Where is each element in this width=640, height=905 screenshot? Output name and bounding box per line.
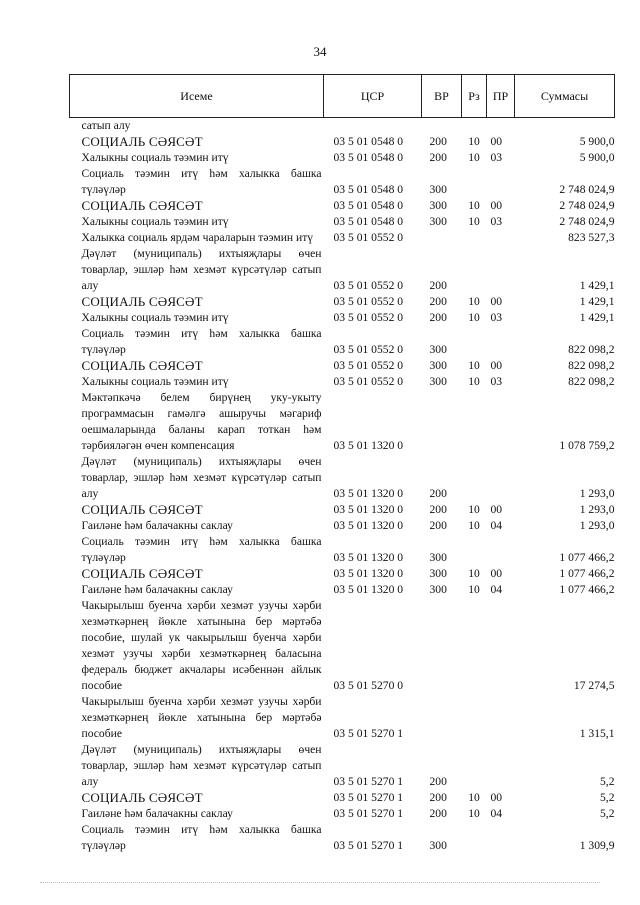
scan-noise-line (40, 882, 600, 884)
cell-name: Дәүләт (муниципаль) ихтыяҗлары өчен товарлар, эшләр һәм хезмәт күрсәтүләр сатып алу (81, 743, 322, 788)
cell-vr: 300 (429, 583, 447, 596)
cell-name: Гаиләне һәм балачакны саклау (81, 807, 233, 820)
cell-vr: 200 (429, 279, 447, 292)
table-row (70, 534, 615, 566)
cell-sum: 17 274,5 (573, 679, 615, 692)
cell-csr: 03 5 01 1320 0 (333, 487, 404, 500)
cell-name: Социаль тәэмин итү һәм халыкка башка түләүләр (81, 327, 322, 356)
cell-name: Гаиләне һәм балачакны саклау (81, 583, 233, 596)
cell-sum: 1 078 759,2 (559, 439, 615, 452)
cell-pr: 03 (490, 311, 503, 324)
cell-name: Халыкны социаль тәэмин итү (81, 311, 229, 324)
cell-vr: 200 (429, 519, 447, 532)
cell-name: Дәүләт (муниципаль) ихтыяҗлары өчен товарлар, эшләр һәм хезмәт күрсәтүләр сатып алу (81, 455, 322, 500)
cell-rz (462, 326, 487, 358)
cell-sum: 2 748 024,9 (559, 183, 615, 196)
budget-table (69, 74, 615, 854)
cell-sum: 5,2 (600, 807, 615, 820)
cell-sum: 1 293,0 (579, 503, 615, 516)
cell-name: Дәүләт (муниципаль) ихтыяҗлары өчен товарлар, эшләр һәм хезмәт күрсәтүләр сатып алу (81, 247, 322, 292)
cell-csr: 03 5 01 0552 0 (333, 359, 404, 372)
cell-rz (462, 118, 487, 135)
cell-name: СОЦИАЛЬ СӘЯСӘТ (81, 134, 203, 149)
cell-pr (487, 742, 515, 790)
cell-pr (487, 694, 515, 742)
cell-sum: 1 077 466,2 (559, 551, 615, 564)
cell-vr: 200 (429, 503, 447, 516)
cell-rz: 10 (468, 215, 480, 228)
cell-vr (422, 694, 462, 742)
cell-name: СОЦИАЛЬ СӘЯСӘТ (81, 566, 203, 581)
cell-csr: 03 5 01 0548 0 (333, 135, 404, 148)
table-row (70, 134, 615, 150)
cell-pr: 00 (490, 359, 503, 372)
cell-csr: 03 5 01 5270 1 (333, 839, 404, 852)
cell-pr: 03 (490, 375, 503, 388)
table-row (70, 502, 615, 518)
cell-vr: 200 (429, 311, 447, 324)
cell-pr (487, 246, 515, 294)
cell-sum: 1 293,0 (579, 519, 615, 532)
cell-name: Халыкка социаль ярдәм чараларын тәэмин итү (81, 231, 314, 244)
table-row (70, 166, 615, 198)
cell-pr: 04 (490, 583, 503, 596)
cell-vr: 300 (429, 199, 447, 212)
cell-vr: 300 (429, 183, 447, 196)
cell-name: СОЦИАЛЬ СӘЯСӘТ (81, 294, 203, 309)
cell-vr: 300 (429, 343, 447, 356)
table-row (70, 118, 615, 135)
table-row (70, 150, 615, 166)
cell-sum: 822 098,2 (568, 375, 615, 388)
cell-rz: 10 (468, 375, 480, 388)
cell-sum: 822 098,2 (568, 343, 615, 356)
cell-sum: 1 077 466,2 (559, 583, 615, 596)
cell-csr: 03 5 01 0552 0 (333, 231, 404, 244)
cell-vr: 300 (429, 359, 447, 372)
header-name: Исеме (70, 75, 324, 118)
cell-pr (487, 326, 515, 358)
cell-vr (422, 598, 462, 694)
cell-vr: 200 (429, 135, 447, 148)
cell-rz (462, 230, 487, 246)
cell-pr: 03 (490, 151, 503, 164)
table-row (70, 742, 615, 790)
cell-sum: 1 309,9 (579, 839, 615, 852)
cell-name: Халыкны социаль тәэмин итү (81, 151, 229, 164)
cell-pr: 00 (490, 135, 503, 148)
cell-sum (515, 118, 615, 135)
cell-pr: 00 (490, 791, 503, 804)
cell-sum: 5 900,0 (579, 135, 615, 148)
cell-vr: 200 (429, 775, 447, 788)
table-row (70, 694, 615, 742)
cell-csr: 03 5 01 1320 0 (333, 503, 404, 516)
cell-rz: 10 (468, 567, 480, 580)
cell-rz (462, 166, 487, 198)
cell-rz: 10 (468, 519, 480, 532)
cell-rz: 10 (468, 807, 480, 820)
cell-csr: 03 5 01 0552 0 (333, 295, 404, 308)
cell-name: Социаль тәэмин итү һәм халыкка башка түләүләр (81, 535, 322, 564)
cell-sum: 1 429,1 (579, 311, 615, 324)
cell-sum: 1 429,1 (579, 279, 615, 292)
cell-csr (324, 118, 422, 135)
cell-csr: 03 5 01 1320 0 (333, 551, 404, 564)
cell-name: Социаль тәэмин итү һәм халыкка башка түләүләр (81, 167, 322, 196)
table-row (70, 390, 615, 454)
cell-sum: 5,2 (600, 791, 615, 804)
cell-name: Чакырылыш буенча хәрби хезмәт узучы хәрби хезмәткәрнең йөкле хатынына бер мәртәбә пособие (81, 695, 322, 740)
cell-vr: 300 (429, 551, 447, 564)
cell-sum: 1 293,0 (579, 487, 615, 500)
cell-name: СОЦИАЛЬ СӘЯСӘТ (81, 790, 203, 805)
cell-rz: 10 (468, 135, 480, 148)
cell-rz (462, 534, 487, 566)
cell-csr: 03 5 01 1320 0 (333, 519, 404, 532)
cell-csr: 03 5 01 0552 0 (333, 343, 404, 356)
table-row (70, 806, 615, 822)
table-row (70, 310, 615, 326)
cell-rz: 10 (468, 791, 480, 804)
cell-sum: 5 900,0 (579, 151, 615, 164)
header-rz: Рз (462, 75, 487, 118)
cell-vr: 200 (429, 295, 447, 308)
header-vr: ВР (422, 75, 462, 118)
table-row (70, 454, 615, 502)
cell-name: Чакырылыш буенча хәрби хезмәт узучы хәрби хезмәткәрнең йөкле хатынына бер мәртәбә пособие, шулай ук чакырылыш буенча хәрби хезмәт узучы хәрби хезмәткәрнең баласына федераль бюджет акчалары исәбеннән айлык пособие (81, 599, 322, 692)
cell-sum: 822 098,2 (568, 359, 615, 372)
cell-pr (487, 454, 515, 502)
cell-pr: 00 (490, 199, 503, 212)
cell-rz: 10 (468, 359, 480, 372)
cell-vr: 300 (429, 375, 447, 388)
table-header-row (70, 75, 615, 118)
header-csr: ЦСР (324, 75, 422, 118)
cell-pr (487, 534, 515, 566)
cell-sum: 2 748 024,9 (559, 199, 615, 212)
cell-csr: 03 5 01 0552 0 (333, 279, 404, 292)
cell-rz: 10 (468, 295, 480, 308)
header-sum: Суммасы (515, 75, 615, 118)
cell-csr: 03 5 01 0548 0 (333, 183, 404, 196)
cell-rz (462, 454, 487, 502)
page-number: 34 (313, 44, 327, 59)
cell-csr: 03 5 01 5270 1 (333, 775, 404, 788)
cell-sum: 1 429,1 (579, 295, 615, 308)
cell-pr (487, 822, 515, 854)
table-row (70, 214, 615, 230)
cell-vr (422, 230, 462, 246)
cell-csr: 03 5 01 5270 1 (333, 727, 404, 740)
cell-sum: 2 748 024,9 (559, 215, 615, 228)
cell-name: сатып алу (81, 119, 131, 132)
cell-vr (422, 118, 462, 135)
cell-sum: 1 077 466,2 (559, 567, 615, 580)
table-row (70, 326, 615, 358)
table-row (70, 246, 615, 294)
cell-pr: 03 (490, 215, 503, 228)
cell-name: СОЦИАЛЬ СӘЯСӘТ (81, 502, 203, 517)
cell-csr: 03 5 01 0552 0 (333, 375, 404, 388)
cell-name: Социаль тәэмин итү һәм халыкка башка түләүләр (81, 823, 322, 852)
cell-vr: 200 (429, 807, 447, 820)
table-row (70, 582, 615, 598)
cell-vr: 200 (429, 791, 447, 804)
cell-csr: 03 5 01 5270 1 (333, 791, 404, 804)
cell-rz (462, 246, 487, 294)
table-row (70, 230, 615, 246)
cell-name: Гаиләне һәм балачакны саклау (81, 519, 233, 532)
cell-rz (462, 742, 487, 790)
cell-csr: 03 5 01 5270 1 (333, 807, 404, 820)
cell-rz (462, 822, 487, 854)
cell-csr: 03 5 01 1320 0 (333, 567, 404, 580)
cell-rz: 10 (468, 583, 480, 596)
cell-name: Халыкны социаль тәэмин итү (81, 215, 229, 228)
cell-pr: 00 (490, 503, 503, 516)
cell-sum: 823 527,3 (568, 231, 615, 244)
table-row (70, 198, 615, 214)
table-row (70, 358, 615, 374)
cell-vr: 200 (429, 487, 447, 500)
table-row (70, 566, 615, 582)
cell-vr: 300 (429, 839, 447, 852)
cell-name: Халыкны социаль тәэмин итү (81, 375, 229, 388)
header-pr: ПР (487, 75, 515, 118)
cell-sum: 1 315,1 (579, 727, 615, 740)
cell-pr (487, 230, 515, 246)
cell-pr (487, 598, 515, 694)
cell-name: СОЦИАЛЬ СӘЯСӘТ (81, 358, 203, 373)
cell-pr: 04 (490, 807, 503, 820)
table-row (70, 518, 615, 534)
cell-pr: 04 (490, 519, 503, 532)
cell-rz: 10 (468, 311, 480, 324)
table-row (70, 790, 615, 806)
cell-name: СОЦИАЛЬ СӘЯСӘТ (81, 198, 203, 213)
table-row (70, 374, 615, 390)
cell-vr (422, 390, 462, 454)
cell-rz (462, 598, 487, 694)
table-row (70, 294, 615, 310)
cell-rz: 10 (468, 151, 480, 164)
cell-csr: 03 5 01 0552 0 (333, 311, 404, 324)
cell-vr: 300 (429, 567, 447, 580)
cell-pr (487, 166, 515, 198)
cell-csr: 03 5 01 1320 0 (333, 583, 404, 596)
table-body (70, 118, 615, 855)
cell-vr: 200 (429, 151, 447, 164)
cell-pr (487, 118, 515, 135)
cell-csr: 03 5 01 1320 0 (333, 439, 404, 452)
cell-csr: 03 5 01 5270 0 (333, 679, 404, 692)
cell-pr (487, 390, 515, 454)
cell-vr: 300 (429, 215, 447, 228)
cell-name: Мәктәпкәчә белем бирүнең уку-укыту программасын гамәлгә ашыручы мәгариф оешмаларында баланы карап тоткан һәм тәрбияләгән өчен компенсация (81, 391, 322, 452)
cell-sum: 5,2 (600, 775, 615, 788)
cell-rz (462, 694, 487, 742)
cell-rz: 10 (468, 199, 480, 212)
cell-csr: 03 5 01 0548 0 (333, 215, 404, 228)
cell-csr: 03 5 01 0548 0 (333, 199, 404, 212)
cell-rz (462, 390, 487, 454)
table-row (70, 598, 615, 694)
cell-pr: 00 (490, 567, 503, 580)
cell-csr: 03 5 01 0548 0 (333, 151, 404, 164)
table-row (70, 822, 615, 854)
cell-pr: 00 (490, 295, 503, 308)
cell-rz: 10 (468, 503, 480, 516)
